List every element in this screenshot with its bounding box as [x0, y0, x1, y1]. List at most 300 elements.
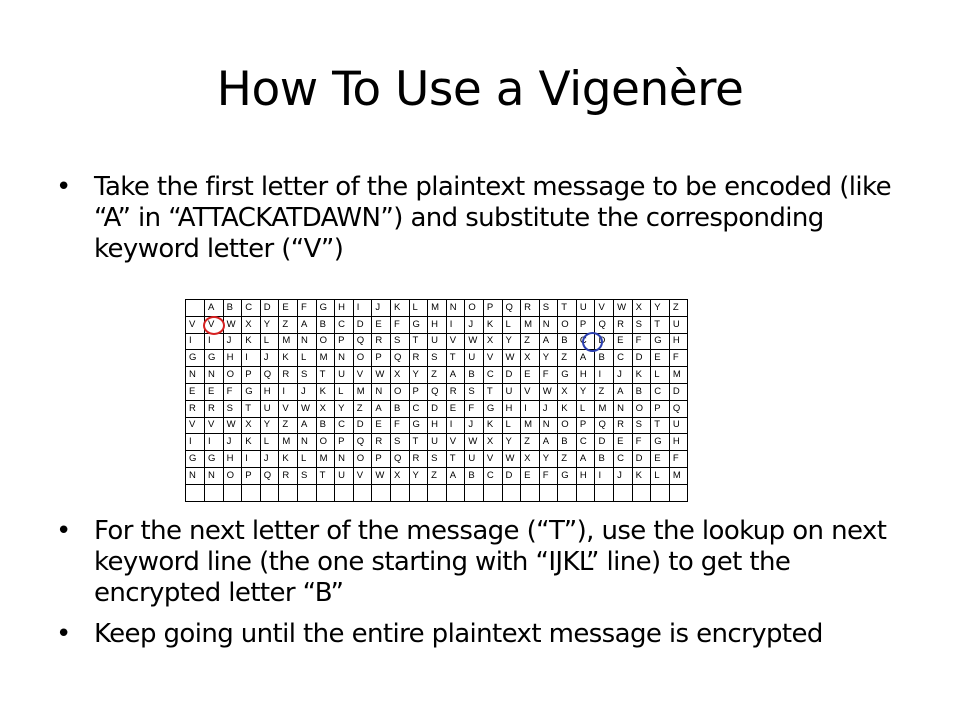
- table-cell: F: [632, 333, 651, 350]
- table-cell: E: [372, 316, 391, 333]
- keyword-letter-cell: N: [186, 467, 205, 484]
- table-cell: L: [651, 467, 670, 484]
- table-row: [186, 467, 688, 484]
- vigenere-table: [185, 299, 688, 502]
- table-cell: A: [297, 417, 316, 434]
- table-cell: N: [335, 451, 354, 468]
- bullet-icon: •: [56, 172, 72, 202]
- table-cell: N: [205, 367, 224, 384]
- table-cell: L: [297, 350, 316, 367]
- table-cell: R: [409, 451, 428, 468]
- table-cell: S: [297, 367, 316, 384]
- table-cell: J: [260, 451, 279, 468]
- table-cell: Y: [576, 383, 595, 400]
- table-cell: K: [242, 333, 261, 350]
- table-cell: B: [316, 417, 335, 434]
- table-cell: S: [632, 417, 651, 434]
- table-cell: K: [632, 467, 651, 484]
- table-cell: B: [390, 400, 409, 417]
- table-cell: Y: [539, 350, 558, 367]
- table-cell: A: [576, 451, 595, 468]
- table-cell: H: [669, 333, 688, 350]
- table-cell: P: [242, 367, 261, 384]
- table-cell: [502, 484, 521, 501]
- table-cell: M: [521, 316, 540, 333]
- keyword-letter-cell: G: [186, 451, 205, 468]
- table-cell: J: [260, 350, 279, 367]
- table-cell: F: [669, 451, 688, 468]
- table-cell: H: [669, 434, 688, 451]
- table-header-cell: X: [632, 300, 651, 317]
- table-cell: G: [205, 451, 224, 468]
- table-cell: V: [483, 451, 502, 468]
- table-row: [186, 451, 688, 468]
- table-cell: P: [409, 383, 428, 400]
- table-header-cell: S: [539, 300, 558, 317]
- table-cell: N: [539, 417, 558, 434]
- table-cell: K: [483, 417, 502, 434]
- table-cell: O: [223, 467, 242, 484]
- table-header-cell: W: [614, 300, 633, 317]
- table-header-cell: O: [465, 300, 484, 317]
- table-cell: Z: [521, 333, 540, 350]
- table-cell: G: [558, 367, 577, 384]
- table-cell: L: [335, 383, 354, 400]
- table-cell: T: [242, 400, 261, 417]
- table-cell: D: [428, 400, 447, 417]
- table-cell: F: [223, 383, 242, 400]
- table-cell: G: [242, 383, 261, 400]
- table-cell: T: [316, 467, 335, 484]
- table-cell: G: [409, 417, 428, 434]
- table-cell: J: [297, 383, 316, 400]
- table-cell: E: [614, 333, 633, 350]
- table-cell: R: [279, 367, 298, 384]
- table-cell: A: [539, 333, 558, 350]
- table-cell: W: [372, 367, 391, 384]
- keyword-letter-cell: G: [186, 350, 205, 367]
- table-cell: C: [483, 367, 502, 384]
- table-cell: P: [335, 333, 354, 350]
- table-cell: F: [539, 367, 558, 384]
- table-cell: W: [223, 417, 242, 434]
- table-row: [186, 417, 688, 434]
- table-cell: N: [335, 350, 354, 367]
- table-cell: M: [279, 434, 298, 451]
- table-cell: I: [521, 400, 540, 417]
- table-cell: [428, 484, 447, 501]
- table-cell: C: [651, 383, 670, 400]
- table-cell: V: [353, 467, 372, 484]
- table-row: [186, 316, 688, 333]
- table-cell: S: [428, 350, 447, 367]
- table-cell: D: [669, 383, 688, 400]
- table-cell: G: [205, 350, 224, 367]
- table-cell: L: [260, 434, 279, 451]
- table-cell: C: [614, 451, 633, 468]
- table-cell: [242, 484, 261, 501]
- table-cell: S: [465, 383, 484, 400]
- table-header-cell: T: [558, 300, 577, 317]
- table-cell: L: [651, 367, 670, 384]
- table-cell: H: [576, 367, 595, 384]
- table-cell: [614, 484, 633, 501]
- table-cell: R: [205, 400, 224, 417]
- vigenere-table-image: [185, 299, 730, 481]
- bullet-icon: •: [56, 619, 72, 649]
- table-cell: H: [223, 451, 242, 468]
- table-cell: W: [465, 333, 484, 350]
- table-cell: J: [223, 434, 242, 451]
- table-cell: S: [632, 316, 651, 333]
- table-cell: M: [353, 383, 372, 400]
- table-cell: K: [558, 400, 577, 417]
- table-cell: J: [465, 417, 484, 434]
- table-cell: A: [539, 434, 558, 451]
- bullet-text: Keep going until the entire plaintext message is encrypted: [94, 619, 823, 649]
- table-cell: Y: [539, 451, 558, 468]
- table-cell: B: [595, 451, 614, 468]
- table-cell: O: [558, 417, 577, 434]
- table-cell: I: [446, 417, 465, 434]
- table-cell: [446, 484, 465, 501]
- table-header-cell: D: [260, 300, 279, 317]
- table-row: [186, 333, 688, 350]
- table-cell: A: [446, 467, 465, 484]
- table-cell: F: [465, 400, 484, 417]
- table-cell: O: [316, 333, 335, 350]
- table-cell: S: [390, 333, 409, 350]
- table-cell: E: [372, 417, 391, 434]
- table-cell: O: [353, 451, 372, 468]
- table-cell: Y: [502, 333, 521, 350]
- bullet-icon: •: [56, 516, 72, 546]
- table-cell: R: [614, 417, 633, 434]
- table-header-cell: Q: [502, 300, 521, 317]
- table-cell: V: [483, 350, 502, 367]
- table-cell: A: [297, 316, 316, 333]
- table-cell: [205, 484, 224, 501]
- table-cell: H: [223, 350, 242, 367]
- table-cell: T: [409, 333, 428, 350]
- table-header-cell: A: [205, 300, 224, 317]
- table-cell: [483, 484, 502, 501]
- table-cell: F: [669, 350, 688, 367]
- table-cell: Y: [260, 316, 279, 333]
- table-cell: W: [223, 316, 242, 333]
- table-cell: E: [446, 400, 465, 417]
- table-cell: Z: [428, 467, 447, 484]
- table-cell: [372, 484, 391, 501]
- table-cell: Y: [335, 400, 354, 417]
- keyword-letter-cell: I: [186, 333, 205, 350]
- table-cell: E: [614, 434, 633, 451]
- table-cell: W: [502, 451, 521, 468]
- table-cell: R: [372, 434, 391, 451]
- table-cell: K: [279, 350, 298, 367]
- table-cell: U: [669, 417, 688, 434]
- table-cell: O: [316, 434, 335, 451]
- table-cell: U: [502, 383, 521, 400]
- table-cell: [669, 484, 688, 501]
- table-cell: [260, 484, 279, 501]
- table-cell: U: [465, 350, 484, 367]
- table-cell: Q: [260, 467, 279, 484]
- table-cell: P: [372, 350, 391, 367]
- table-cell: E: [205, 383, 224, 400]
- table-cell: [465, 484, 484, 501]
- table-cell: M: [521, 417, 540, 434]
- table-cell: X: [242, 316, 261, 333]
- table-cell: [558, 484, 577, 501]
- table-cell: G: [651, 434, 670, 451]
- table-cell: E: [521, 367, 540, 384]
- table-cell: Q: [353, 333, 372, 350]
- table-header-cell: V: [595, 300, 614, 317]
- table-cell: Q: [390, 350, 409, 367]
- table-cell: [576, 484, 595, 501]
- table-cell: V: [521, 383, 540, 400]
- table-header-cell: K: [390, 300, 409, 317]
- table-cell: C: [483, 467, 502, 484]
- table-cell: E: [651, 350, 670, 367]
- table-cell: T: [651, 417, 670, 434]
- table-cell: R: [614, 316, 633, 333]
- table-cell: C: [576, 434, 595, 451]
- table-cell: T: [483, 383, 502, 400]
- table-cell: F: [632, 434, 651, 451]
- table-cell: [316, 484, 335, 501]
- table-cell: Z: [279, 316, 298, 333]
- table-header-cell: M: [428, 300, 447, 317]
- table-cell: C: [576, 333, 595, 350]
- table-cell: Y: [409, 367, 428, 384]
- table-cell: E: [521, 467, 540, 484]
- table-cell: X: [390, 467, 409, 484]
- table-cell: T: [446, 451, 465, 468]
- table-cell: P: [576, 316, 595, 333]
- table-cell: N: [372, 383, 391, 400]
- table-cell: I: [205, 434, 224, 451]
- table-cell: H: [260, 383, 279, 400]
- table-row: [186, 484, 688, 501]
- table-cell: V: [279, 400, 298, 417]
- table-header-cell: Y: [651, 300, 670, 317]
- table-cell: [595, 484, 614, 501]
- table-row: [186, 434, 688, 451]
- table-cell: M: [669, 367, 688, 384]
- table-cell: U: [335, 467, 354, 484]
- table-header-cell: L: [409, 300, 428, 317]
- table-cell: J: [614, 467, 633, 484]
- table-cell: Z: [428, 367, 447, 384]
- table-cell: [521, 484, 540, 501]
- table-cell: V: [205, 417, 224, 434]
- table-header-cell: H: [335, 300, 354, 317]
- table-cell: I: [279, 383, 298, 400]
- table-cell: C: [614, 350, 633, 367]
- table-cell: Q: [595, 316, 614, 333]
- table-cell: S: [390, 434, 409, 451]
- table-cell: N: [614, 400, 633, 417]
- table-cell: P: [576, 417, 595, 434]
- table-cell: H: [576, 467, 595, 484]
- keyword-letter-cell: E: [186, 383, 205, 400]
- table-cell: F: [390, 417, 409, 434]
- table-cell: B: [558, 434, 577, 451]
- table-cell: V: [446, 333, 465, 350]
- table-cell: M: [279, 333, 298, 350]
- table-cell: R: [409, 350, 428, 367]
- table-cell: P: [335, 434, 354, 451]
- table-cell: J: [614, 367, 633, 384]
- table-cell: S: [428, 451, 447, 468]
- table-cell: [632, 484, 651, 501]
- table-cell: Z: [279, 417, 298, 434]
- table-cell: I: [242, 350, 261, 367]
- keyword-letter-cell: V: [186, 417, 205, 434]
- table-cell: X: [521, 350, 540, 367]
- table-cell: A: [372, 400, 391, 417]
- table-cell: E: [651, 451, 670, 468]
- table-cell: Z: [353, 400, 372, 417]
- table-row: [186, 400, 688, 417]
- table-cell: H: [428, 417, 447, 434]
- table-cell: J: [465, 316, 484, 333]
- table-header-cell: G: [316, 300, 335, 317]
- table-cell: M: [316, 451, 335, 468]
- table-cell: T: [316, 367, 335, 384]
- table-header-cell: B: [223, 300, 242, 317]
- table-cell: G: [483, 400, 502, 417]
- table-cell: U: [428, 434, 447, 451]
- table-cell: B: [316, 316, 335, 333]
- table-cell: [279, 484, 298, 501]
- table-cell: C: [409, 400, 428, 417]
- table-cell: Q: [428, 383, 447, 400]
- table-cell: O: [353, 350, 372, 367]
- table-cell: D: [502, 367, 521, 384]
- table-cell: D: [353, 316, 372, 333]
- table-cell: N: [297, 434, 316, 451]
- table-cell: W: [539, 383, 558, 400]
- table-cell: W: [297, 400, 316, 417]
- table-cell: D: [595, 333, 614, 350]
- keyword-letter-cell: [186, 484, 205, 501]
- table-header-cell: F: [297, 300, 316, 317]
- table-cell: O: [632, 400, 651, 417]
- table-cell: U: [260, 400, 279, 417]
- table-cell: D: [502, 467, 521, 484]
- table-header-row: [186, 300, 688, 317]
- bullet-text: Take the first letter of the plaintext message to be encoded (like “A” in “ATTACKATDAWN”) and substitute the corresponding keyword letter (“V”): [94, 172, 891, 264]
- table-cell: K: [316, 383, 335, 400]
- table-cell: L: [502, 316, 521, 333]
- table-cell: X: [242, 417, 261, 434]
- table-cell: R: [372, 333, 391, 350]
- table-cell: V: [446, 434, 465, 451]
- table-cell: X: [316, 400, 335, 417]
- table-header-cell: R: [521, 300, 540, 317]
- table-cell: O: [223, 367, 242, 384]
- table-cell: U: [335, 367, 354, 384]
- table-cell: H: [428, 316, 447, 333]
- table-cell: O: [558, 316, 577, 333]
- table-cell: A: [614, 383, 633, 400]
- table-cell: N: [205, 467, 224, 484]
- table-cell: S: [297, 467, 316, 484]
- table-cell: M: [595, 400, 614, 417]
- table-cell: B: [558, 333, 577, 350]
- keyword-letter-cell: N: [186, 367, 205, 384]
- table-header-cell: U: [576, 300, 595, 317]
- table-cell: [353, 484, 372, 501]
- keyword-letter-cell: I: [186, 434, 205, 451]
- table-header-cell: I: [353, 300, 372, 317]
- table-cell: D: [632, 350, 651, 367]
- table-cell: K: [279, 451, 298, 468]
- table-cell: H: [502, 400, 521, 417]
- table-header-cell: E: [279, 300, 298, 317]
- table-header-cell: C: [242, 300, 261, 317]
- table-cell: [390, 484, 409, 501]
- table-cell: P: [372, 451, 391, 468]
- table-cell: Y: [260, 417, 279, 434]
- table-cell: P: [242, 467, 261, 484]
- table-cell: Q: [595, 417, 614, 434]
- table-cell: W: [502, 350, 521, 367]
- table-cell: S: [223, 400, 242, 417]
- table-cell: O: [390, 383, 409, 400]
- table-cell: D: [595, 434, 614, 451]
- table-cell: R: [446, 383, 465, 400]
- table-row: [186, 367, 688, 384]
- table-cell: J: [539, 400, 558, 417]
- table-cell: Z: [595, 383, 614, 400]
- table-row: [186, 350, 688, 367]
- table-cell: U: [465, 451, 484, 468]
- table-cell: T: [446, 350, 465, 367]
- table-cell: G: [651, 333, 670, 350]
- table-cell: L: [297, 451, 316, 468]
- table-cell: Z: [558, 451, 577, 468]
- slide-title: How To Use a Vigenère: [216, 62, 744, 117]
- table-cell: X: [483, 434, 502, 451]
- table-cell: I: [595, 467, 614, 484]
- table-cell: G: [409, 316, 428, 333]
- keyword-letter-cell: R: [186, 400, 205, 417]
- table-header-cell: P: [483, 300, 502, 317]
- table-cell: J: [223, 333, 242, 350]
- table-header-cell: N: [446, 300, 465, 317]
- table-cell: [539, 484, 558, 501]
- table-cell: B: [465, 367, 484, 384]
- table-cell: W: [465, 434, 484, 451]
- table-cell: C: [335, 417, 354, 434]
- table-cell: D: [353, 417, 372, 434]
- table-cell: A: [576, 350, 595, 367]
- table-header-cell: Z: [669, 300, 688, 317]
- table-cell: K: [632, 367, 651, 384]
- table-cell: R: [279, 467, 298, 484]
- table-cell: B: [595, 350, 614, 367]
- table-cell: M: [669, 467, 688, 484]
- table-cell: F: [390, 316, 409, 333]
- table-cell: [409, 484, 428, 501]
- table-cell: X: [558, 383, 577, 400]
- table-cell: Z: [558, 350, 577, 367]
- table-cell: X: [483, 333, 502, 350]
